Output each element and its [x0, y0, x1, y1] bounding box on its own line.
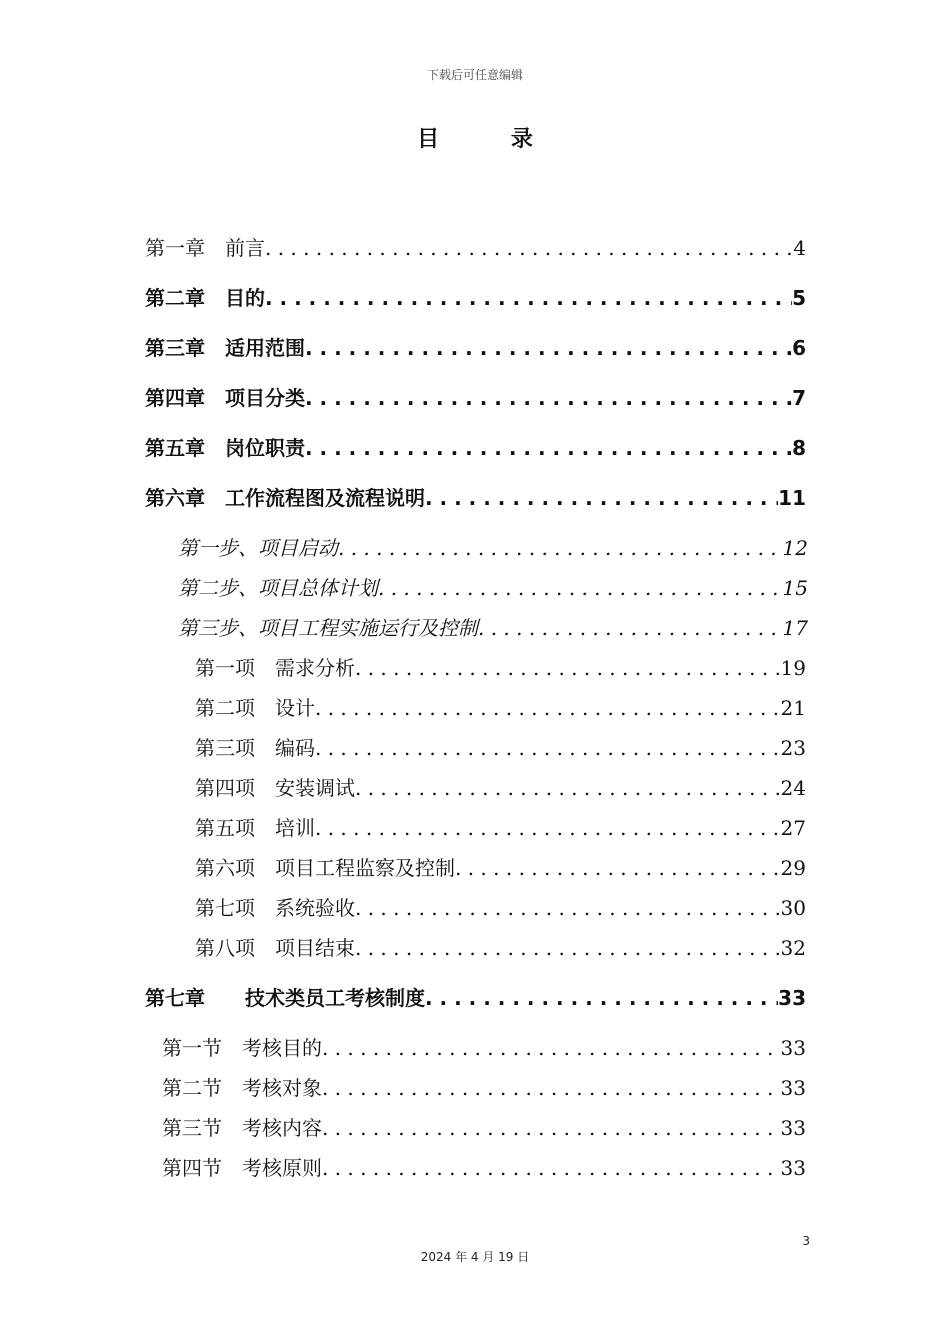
toc-entry-section-1[interactable] [162, 1032, 806, 1061]
toc-entry-item-5[interactable] [195, 812, 806, 841]
toc-entry-chapter-1[interactable] [145, 232, 806, 261]
footer-page-number: 3 [802, 1234, 810, 1248]
toc-entry-label: 第一章 前言 [145, 236, 265, 260]
toc-leader-dots [338, 536, 783, 560]
toc-leader-dots [305, 336, 792, 360]
toc-entry-page: 5 [792, 286, 806, 310]
toc-entry-item-2[interactable] [195, 692, 806, 721]
toc-entry-label: 第五章 岗位职责 [145, 436, 305, 460]
toc-entry-chapter-5[interactable] [145, 432, 806, 461]
toc-leader-dots [355, 936, 781, 960]
toc-entry-label: 第七章 技术类员工考核制度 [145, 986, 425, 1010]
toc-entry-page: 4 [793, 236, 806, 260]
toc-entry-label: 第四章 项目分类 [145, 386, 305, 410]
toc-entry-page: 27 [780, 816, 806, 840]
toc-entry-page: 21 [780, 696, 806, 720]
toc-entry-step-1[interactable] [178, 532, 808, 561]
toc-entry-page: 8 [792, 436, 806, 460]
toc-leader-dots [305, 436, 792, 460]
toc-leader-dots [305, 386, 792, 410]
toc-entry-item-8[interactable] [195, 932, 806, 961]
toc-entry-page: 33 [780, 1156, 806, 1180]
toc-entry-label: 第二项 设计 [195, 696, 315, 720]
toc-entry-section-2[interactable] [162, 1072, 806, 1101]
toc-entry-label: 第三节 考核内容 [162, 1116, 322, 1140]
toc-leader-dots [355, 656, 781, 680]
toc-entry-item-6[interactable] [195, 852, 806, 881]
toc-leader-dots [265, 236, 793, 260]
toc-leader-dots [478, 616, 783, 640]
toc-entry-label: 第五项 培训 [195, 816, 315, 840]
toc-entry-label: 第一节 考核目的 [162, 1036, 322, 1060]
footer-date: 2024 年 4 月 19 日 [420, 1250, 530, 1264]
toc-entry-label: 第二节 考核对象 [162, 1076, 322, 1100]
toc-entry-label: 第一步、项目启动 [178, 536, 338, 560]
toc-entry-label: 第四项 安装调试 [195, 776, 355, 800]
toc-entry-chapter-6[interactable] [145, 482, 806, 511]
toc-entry-page: 33 [778, 986, 806, 1010]
toc-entry-label: 第四节 考核原则 [162, 1156, 322, 1180]
toc-entry-chapter-2[interactable] [145, 282, 806, 311]
toc-leader-dots [265, 286, 792, 310]
toc-entry-page: 6 [792, 336, 806, 360]
toc-entry-page: 30 [780, 896, 806, 920]
toc-leader-dots [315, 736, 781, 760]
toc-leader-dots [455, 856, 781, 880]
toc-entry-page: 15 [782, 576, 808, 600]
page-title: 目 录 [417, 127, 565, 152]
toc-entry-step-2[interactable] [178, 572, 808, 601]
toc-entry-page: 32 [780, 936, 806, 960]
toc-entry-label: 第二章 目的 [145, 286, 265, 310]
toc-leader-dots [322, 1116, 781, 1140]
toc-entry-page: 24 [780, 776, 806, 800]
toc-leader-dots [322, 1076, 781, 1100]
toc-entry-label: 第三步、项目工程实施运行及控制 [178, 616, 478, 640]
toc-entry-page: 33 [780, 1076, 806, 1100]
toc-entry-page: 11 [778, 486, 806, 510]
toc-leader-dots [355, 776, 781, 800]
toc-entry-page: 17 [782, 616, 808, 640]
toc-entry-page: 12 [782, 536, 808, 560]
toc-entry-page: 19 [780, 656, 806, 680]
toc-leader-dots [322, 1036, 781, 1060]
toc-leader-dots [425, 486, 778, 510]
toc-entry-chapter-4[interactable] [145, 382, 806, 411]
toc-entry-page: 29 [780, 856, 806, 880]
toc-leader-dots [322, 1156, 781, 1180]
toc-leader-dots [425, 986, 778, 1010]
toc-entry-label: 第二步、项目总体计划 [178, 576, 378, 600]
header-note: 下载后可任意编辑 [426, 68, 523, 82]
toc-entry-item-4[interactable] [195, 772, 806, 801]
toc-entry-section-3[interactable] [162, 1112, 806, 1141]
toc-entry-item-7[interactable] [195, 892, 806, 921]
toc-entry-item-1[interactable] [195, 652, 806, 681]
toc-leader-dots [315, 816, 781, 840]
toc-entry-label: 第七项 系统验收 [195, 896, 355, 920]
toc-entry-section-4[interactable] [162, 1152, 806, 1181]
toc-entry-label: 第八项 项目结束 [195, 936, 355, 960]
toc-entry-page: 33 [780, 1036, 806, 1060]
toc-leader-dots [378, 576, 783, 600]
toc-entry-page: 33 [780, 1116, 806, 1140]
toc-entry-page: 23 [780, 736, 806, 760]
toc-entry-chapter-3[interactable] [145, 332, 806, 361]
toc-entry-item-3[interactable] [195, 732, 806, 761]
toc-entry-label: 第三项 编码 [195, 736, 315, 760]
toc-entry-chapter-7[interactable] [145, 982, 806, 1011]
toc-entry-label: 第三章 适用范围 [145, 336, 305, 360]
toc-entry-step-3[interactable] [178, 612, 808, 641]
toc-entry-label: 第一项 需求分析 [195, 656, 355, 680]
toc-leader-dots [315, 696, 781, 720]
toc-entry-label: 第六项 项目工程监察及控制 [195, 856, 455, 880]
toc-entry-label: 第六章 工作流程图及流程说明 [145, 486, 425, 510]
toc-entry-page: 7 [792, 386, 806, 410]
toc-leader-dots [355, 896, 781, 920]
